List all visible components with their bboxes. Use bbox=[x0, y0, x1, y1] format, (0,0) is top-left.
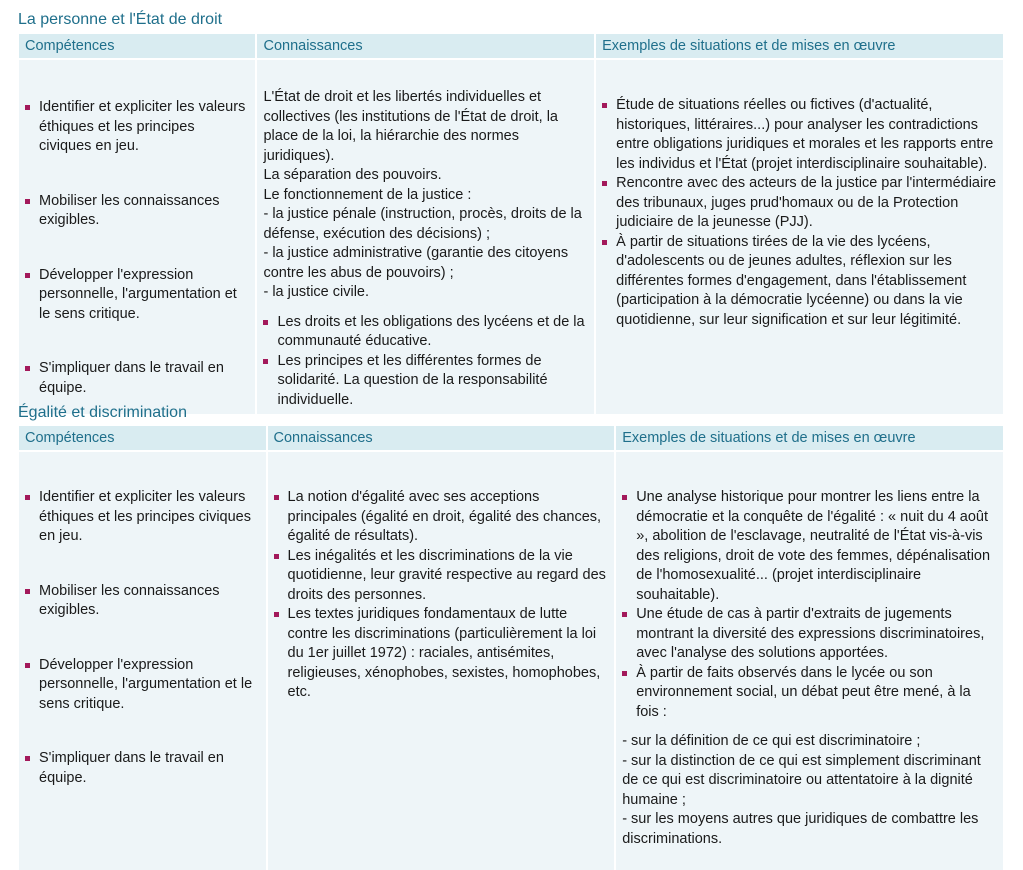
list-item: La notion d'égalité avec ses acceptions principales (égalité en droit, égalité des chances, égalité de résultats). bbox=[274, 488, 609, 547]
list-item: Développer l'expression personnelle, l'argumentation et le sens critique. bbox=[25, 656, 260, 715]
list-item: À partir de situations tirées de la vie des lycéens, d'adolescents ou de jeunes adultes, réflexion sur les différentes formes d'engagement, dans l'établissement (participation à la démocratie lycéenne) ou dans la vie quotidienne, sur leur signification et sur leur légitimité. bbox=[602, 233, 997, 331]
list-item: Mobiliser les connaissances exigibles. bbox=[25, 192, 249, 231]
section-title: Égalité et discrimination bbox=[18, 404, 187, 421]
connaissances-cell bbox=[268, 452, 615, 870]
exemples-cell bbox=[616, 452, 1003, 870]
list-item: Les principes et les différentes formes de solidarité. La question de la responsabilité individuelle. bbox=[263, 352, 588, 411]
list-item: Une analyse historique pour montrer les liens entre la démocratie et la conquête de l'égalité : « nuit du 4 août », abolition de l'esclavage, neutralité de l'État vis-à-vis des religions, droit de vote des femmes, dépénalisation de l'homosexualité... (projet interdisciplinaire souhaitable). bbox=[622, 488, 997, 605]
column-header-connaissances: Connaissances bbox=[257, 34, 594, 60]
list-item: Identifier et expliciter les valeurs éthiques et les principes civiques en jeu. bbox=[25, 488, 260, 547]
list-item: S'impliquer dans le travail en équipe. bbox=[25, 749, 260, 788]
competences-cell bbox=[19, 452, 266, 870]
section-title: La personne et l'État de droit bbox=[18, 11, 223, 28]
text-line: - sur la distinction de ce qui est simplement discriminant de ce qui est discriminatoire ou attentatoire à la dignité humaine ; bbox=[622, 752, 981, 808]
text-line: - sur la définition de ce qui est discriminatoire ; bbox=[622, 733, 921, 749]
list-item: Une étude de cas à partir d'extraits de jugements montrant la diversité des expressions discriminatoires, avec l'analyse des solutions apportées. bbox=[622, 605, 997, 664]
list-item: S'impliquer dans le travail en équipe. bbox=[25, 359, 249, 398]
column-header-exemples: Exemples de situations et de mises en œuvre bbox=[616, 426, 1003, 452]
text-line: - la justice pénale (instruction, procès, droits de la défense, exécution des décisions) ; bbox=[263, 206, 582, 242]
list-item: Les textes juridiques fondamentaux de lutte contre les discriminations (particulièrement la loi du 1er juillet 1972) : raciales, antisémites, religieuses, xénophobes, sexistes, homophobes, etc. bbox=[274, 605, 609, 703]
list-item: À partir de faits observés dans le lycée ou son environnement social, un débat peut être mené, à la fois : bbox=[622, 664, 997, 723]
list-item: Étude de situations réelles ou fictives (d'actualité, historiques, littéraires...) pour analyser les contradictions entre obligations juridiques et morales et les rapports entre les individus et l'État (projet interdisciplinaire souhaitable). bbox=[602, 96, 997, 174]
text-line: - sur les moyens autres que juridiques de combattre les discriminations. bbox=[622, 811, 979, 847]
text-line: Le fonctionnement de la justice : bbox=[263, 186, 472, 203]
list-item: Rencontre avec des acteurs de la justice par l'intermédiaire des tribunaux, juges prud'homaux ou de la Protection judiciaire de la jeunesse (PJJ). bbox=[602, 174, 997, 233]
list-item: Les droits et les obligations des lycéens et de la communauté éducative. bbox=[263, 313, 588, 352]
text-line: - la justice administrative (garantie des citoyens contre les abus de pouvoirs) ; bbox=[263, 245, 569, 281]
list-item: Développer l'expression personnelle, l'argumentation et le sens critique. bbox=[25, 266, 249, 325]
exemples-cell bbox=[596, 60, 1003, 414]
column-header-competences: Compétences bbox=[19, 34, 255, 60]
column-header-connaissances: Connaissances bbox=[268, 426, 615, 452]
program-table-1 bbox=[17, 34, 1005, 414]
column-header-competences: Compétences bbox=[19, 426, 266, 452]
text-line: La séparation des pouvoirs. bbox=[263, 167, 442, 183]
connaissances-cell bbox=[257, 60, 594, 414]
program-table-2 bbox=[17, 426, 1005, 870]
column-header-exemples: Exemples de situations et de mises en œuvre bbox=[596, 34, 1003, 60]
text-line: - la justice civile. bbox=[263, 284, 370, 300]
text-line: L'État de droit et les libertés individuelles et collectives (les institutions de l'État de droit, la place de la loi, la hiérarchie des normes juridiques). bbox=[263, 89, 558, 164]
list-item: Mobiliser les connaissances exigibles. bbox=[25, 582, 260, 621]
competences-cell bbox=[19, 60, 255, 414]
list-item: Les inégalités et les discriminations de la vie quotidienne, leur gravité respective au regard des droits des personnes. bbox=[274, 547, 609, 606]
list-item: Identifier et expliciter les valeurs éthiques et les principes civiques en jeu. bbox=[25, 98, 249, 157]
